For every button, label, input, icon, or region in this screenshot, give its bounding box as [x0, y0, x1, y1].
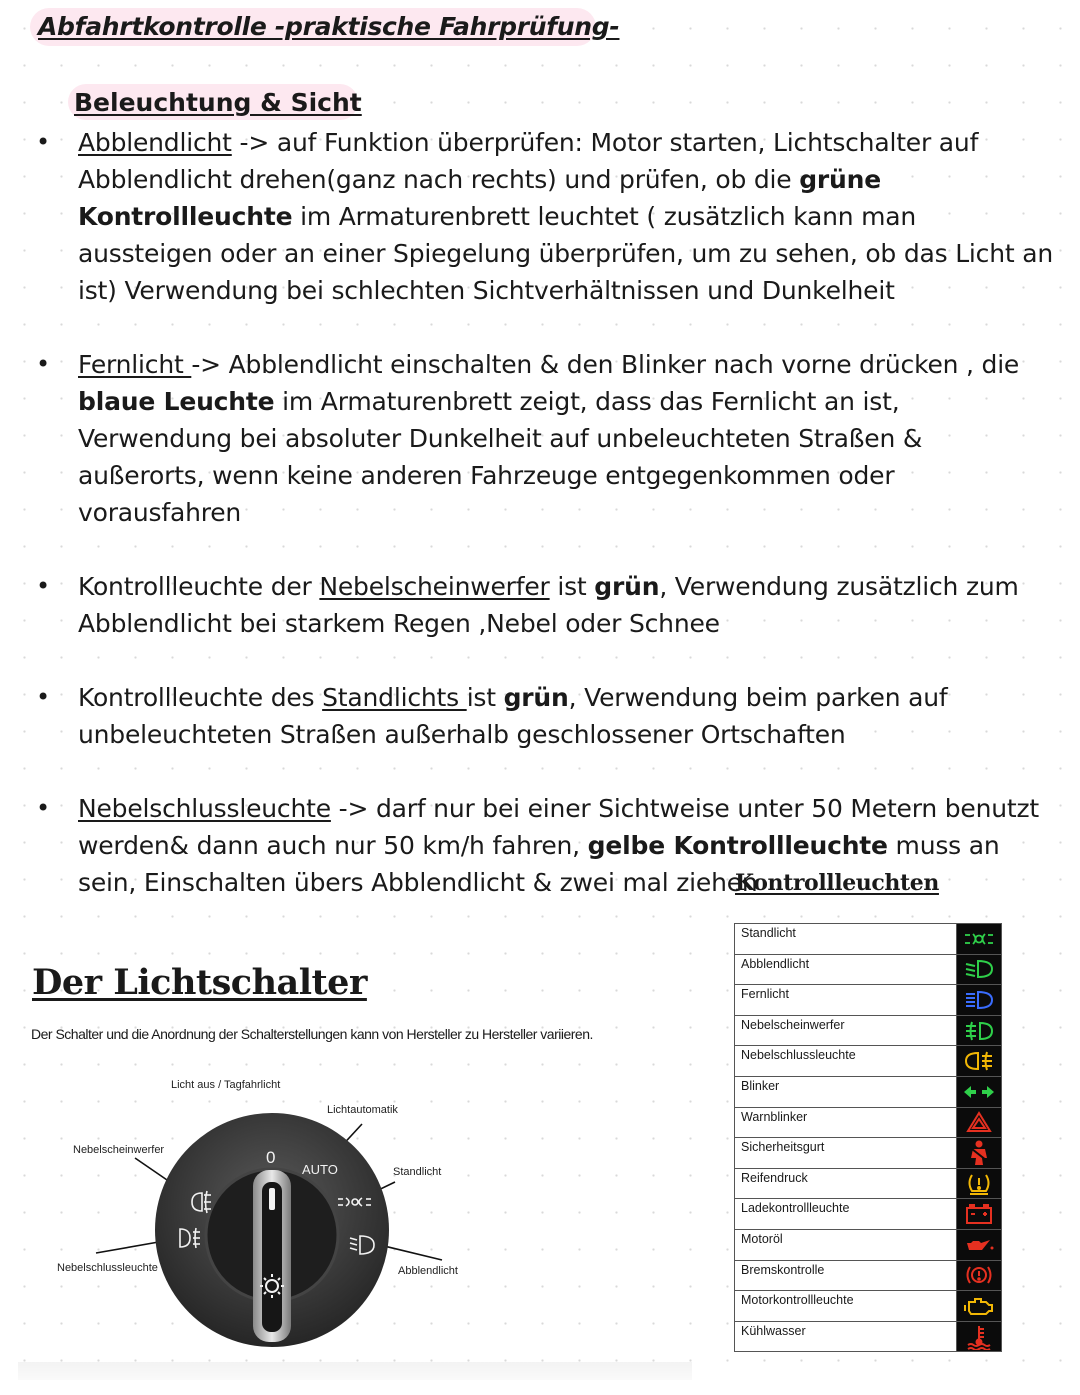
battery-icon	[965, 1203, 993, 1225]
brake-icon	[965, 1263, 993, 1287]
table-row	[735, 1291, 1002, 1322]
hazard-icon	[966, 1111, 992, 1133]
list-item-fernlicht	[36, 346, 1056, 531]
list-item-nebelscheinwerfer	[36, 568, 1056, 642]
oil-can-icon	[964, 1236, 994, 1254]
coolant-icon	[965, 1324, 993, 1350]
table-row	[735, 985, 1002, 1016]
indicators-title: Kontrollleuchten	[735, 870, 939, 896]
image-edge	[18, 1362, 692, 1380]
indicator-label: Warnblinker	[735, 1107, 957, 1138]
table-row	[735, 1138, 1002, 1169]
light-switch-description: Der Schalter und die Anordnung der Schalterstellungen kann von Hersteller zu Hersteller variieren.	[31, 1026, 593, 1042]
off-mark: 0	[266, 1148, 276, 1167]
engine-icon	[964, 1295, 994, 1317]
seatbelt-icon	[967, 1140, 991, 1166]
emphasis: grün	[594, 572, 660, 601]
label-licht-aus: Licht aus / Tagfahrlicht	[171, 1079, 281, 1091]
indicator-label: Standlicht	[735, 924, 957, 955]
label-abblendlicht: Abblendlicht	[398, 1265, 458, 1277]
parking-light-icon	[964, 929, 994, 949]
label-nebelscheinwerfer: Nebelscheinwerfer	[73, 1144, 165, 1156]
text: , Verwendung beim parken auf unbeleuchteten Straßen außerhalb geschlossener Ortschaften	[78, 683, 948, 749]
text: -> auf Funktion überprüfen: Motor starten, Lichtschalter auf Abblendlicht drehen(ganz nach rechts) und prüfen, ob die	[78, 128, 979, 194]
checklist	[36, 124, 1056, 901]
indicator-label: Ladekontrollleuchte	[735, 1199, 957, 1230]
table-row	[735, 1260, 1002, 1291]
text: -> darf nur bei einer Sichtweise unter 50 Metern benutzt werden& dann auch nur 50 km/h fahren,	[78, 794, 1040, 860]
tire-pressure-icon	[965, 1172, 993, 1196]
indicator-label: Motorkontrollleuchte	[735, 1291, 957, 1322]
label-nebelschlussleuchte: Nebelschlussleuchte	[57, 1262, 158, 1274]
indicator-label: Abblendlicht	[735, 954, 957, 985]
indicator-label: Bremskontrolle	[735, 1260, 957, 1291]
list-item-abblendlicht	[36, 124, 1056, 309]
rear-fog-icon	[964, 1050, 994, 1072]
term: Nebelschlussleuchte	[78, 794, 331, 823]
indicator-label: Sicherheitsgurt	[735, 1138, 957, 1169]
table-row	[735, 1199, 1002, 1230]
page-title: Abfahrtkontrolle -praktische Fahrprüfung-	[38, 12, 620, 41]
table-row	[735, 1046, 1002, 1077]
table-row	[735, 1076, 1002, 1107]
indicator-label: Nebelscheinwerfer	[735, 1015, 957, 1046]
low-beam-icon	[964, 958, 994, 980]
indicator-label: Reifendruck	[735, 1168, 957, 1199]
indicator-label: Fernlicht	[735, 985, 957, 1016]
text: muss an sein, Einschalten übers Abblendlicht & zwei mal ziehen	[78, 831, 1000, 897]
indicator-label: Blinker	[735, 1076, 957, 1107]
label-standlicht: Standlicht	[393, 1166, 442, 1178]
text: , Verwendung zusätzlich zum Abblendlicht bei starkem Regen ,Nebel oder Schnee	[78, 572, 1019, 638]
emphasis: blaue Leuchte	[78, 387, 275, 416]
text: im Armaturenbrett leuchtet ( zusätzlich kann man aussteigen oder an einer Spiegelung überprüfen, um zu sehen, ob das Licht an ist) Verwendung bei schlechten Sichtverhältnissen und Dunkelheit	[78, 202, 1053, 305]
table-row	[735, 1168, 1002, 1199]
indicator-label: Nebelschlussleuchte	[735, 1046, 957, 1077]
table-row	[735, 1321, 1002, 1352]
front-fog-icon	[964, 1020, 994, 1042]
table-row	[735, 1107, 1002, 1138]
table-row	[735, 1015, 1002, 1046]
table-row	[735, 1229, 1002, 1260]
emphasis: gelbe Kontrollleuchte	[587, 831, 888, 860]
term: Abblendlicht	[78, 128, 232, 157]
table-row	[735, 924, 1002, 955]
light-switch-title: Der Lichtschalter	[32, 962, 367, 1003]
indicator-table	[734, 923, 1002, 1352]
text: ist	[466, 683, 504, 712]
emphasis: grün	[503, 683, 569, 712]
indicator-label: Motoröl	[735, 1229, 957, 1260]
label-lichtautomatik: Lichtautomatik	[327, 1104, 398, 1116]
emphasis: grüne Kontrollleuchte	[78, 165, 881, 231]
table-row	[735, 954, 1002, 985]
high-beam-icon	[964, 989, 994, 1011]
text: Kontrollleuchte der	[78, 572, 320, 601]
term: Nebelscheinwerfer	[319, 572, 550, 601]
text: ist	[549, 572, 595, 601]
turn-signal-icon	[963, 1083, 995, 1101]
list-item-standlicht	[36, 679, 1056, 753]
term: Fernlicht	[78, 350, 192, 379]
term: Standlichts	[322, 683, 467, 712]
text: im Armaturenbrett zeigt, dass das Fernlicht an ist, Verwendung bei absoluter Dunkelheit auf unbeleuchteten Straßen & außerorts, wenn keine anderen Fahrzeuge entgegenkommen oder vorausfahren	[78, 387, 923, 527]
section-heading: Beleuchtung & Sicht	[74, 88, 362, 117]
text: Kontrollleuchte des	[78, 683, 323, 712]
auto-mark: AUTO	[302, 1162, 338, 1177]
text: -> Abblendlicht einschalten & den Blinker nach vorne drücken , die	[191, 350, 1020, 379]
indicator-label: Kühlwasser	[735, 1321, 957, 1352]
